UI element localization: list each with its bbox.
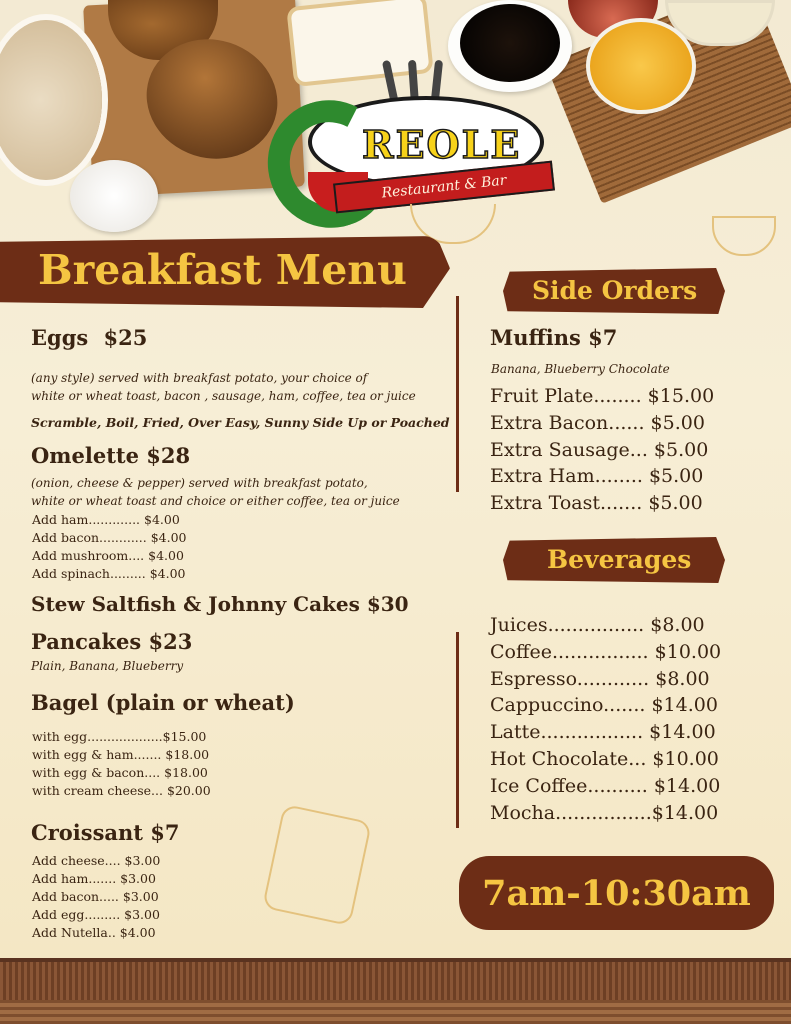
pancakes-description: Plain, Banana, Blueberry: [31, 659, 184, 673]
list-item: Hot Chocolate... $10.00: [490, 747, 719, 770]
list-item: Extra Bacon...... $5.00: [490, 411, 705, 434]
list-item: Juices................ $8.00: [490, 614, 705, 636]
list-item: Extra Toast....... $5.00: [490, 492, 703, 515]
stew-heading: Stew Saltfish & Johnny Cakes $30: [31, 592, 409, 616]
list-item: with egg...................$15.00: [32, 729, 207, 744]
opening-hours: 7am-10:30am: [482, 872, 751, 914]
list-item: Add spinach......... $4.00: [32, 566, 186, 581]
wood-table-strip: [0, 958, 791, 1024]
list-item: Extra Sausage... $5.00: [490, 438, 709, 461]
muffins-description: Banana, Blueberry Chocolate: [491, 362, 670, 376]
list-item: Cappuccino....... $14.00: [490, 694, 718, 717]
list-item: Add cheese.... $3.00: [32, 853, 161, 868]
list-item: Add ham............. $4.00: [32, 512, 180, 527]
restaurant-logo: [268, 60, 558, 220]
list-item: Mocha................$14.00: [490, 801, 719, 824]
eggs-name: Eggs: [31, 325, 89, 350]
column-divider-top: [456, 296, 459, 492]
muffins-heading: Muffins $7: [490, 325, 618, 350]
eggs-styles: Scramble, Boil, Fried, Over Easy, Sunny Side Up or Poached: [31, 415, 450, 430]
list-item: with egg & ham....... $18.00: [32, 747, 210, 762]
column-divider-bottom: [456, 632, 459, 828]
list-item: with cream cheese... $20.00: [32, 783, 211, 798]
pancakes-heading: Pancakes $23: [31, 629, 193, 654]
menu-title: Breakfast Menu: [38, 246, 407, 294]
list-item: Add ham....... $3.00: [32, 871, 156, 886]
logo-name: REOLE: [362, 122, 522, 167]
eggs-description: (any style) served with breakfast potato, your choice of white or wheat toast, bacon , sausage, ham, coffee, tea or juice: [31, 371, 416, 403]
omelette-addons: [32, 511, 186, 583]
milk-cup-image: [70, 160, 158, 232]
logo-subtitle: Restaurant & Bar: [380, 172, 508, 202]
list-item: Add Nutella.. $4.00: [32, 925, 156, 940]
list-item: Add mushroom.... $4.00: [32, 548, 184, 563]
bagel-items: [32, 728, 211, 800]
omelette-heading: Omelette $28: [31, 443, 191, 468]
list-item: Add bacon............ $4.00: [32, 530, 187, 545]
croissant-addons: [32, 852, 160, 942]
list-item: Add egg......... $3.00: [32, 907, 160, 922]
list-item: Fruit Plate........ $15.00: [490, 385, 715, 407]
bagel-heading: Bagel (plain or wheat): [31, 690, 295, 715]
omelette-description: (onion, cheese & pepper) served with breakfast potato, white or wheat toast and choice or either coffee, tea or juice: [31, 476, 400, 508]
list-item: with egg & bacon.... $18.00: [32, 765, 208, 780]
list-item: Latte................. $14.00: [490, 721, 716, 744]
list-item: Add bacon..... $3.00: [32, 889, 159, 904]
beverages-list: [490, 612, 721, 826]
croissant-heading: Croissant $7: [31, 820, 180, 845]
list-item: Espresso............ $8.00: [490, 667, 710, 690]
eggs-heading: [31, 325, 147, 350]
side-orders-list: [490, 383, 714, 517]
eggs-price: $25: [103, 325, 148, 350]
side-orders-title: Side Orders: [532, 276, 698, 305]
list-item: Extra Ham........ $5.00: [490, 465, 704, 488]
opening-hours-badge: [459, 856, 774, 930]
list-item: Ice Coffee.......... $14.00: [490, 774, 721, 797]
orange-juice-image: [586, 18, 696, 114]
beverages-title: Beverages: [547, 545, 692, 574]
list-item: Coffee................ $10.00: [490, 640, 722, 663]
